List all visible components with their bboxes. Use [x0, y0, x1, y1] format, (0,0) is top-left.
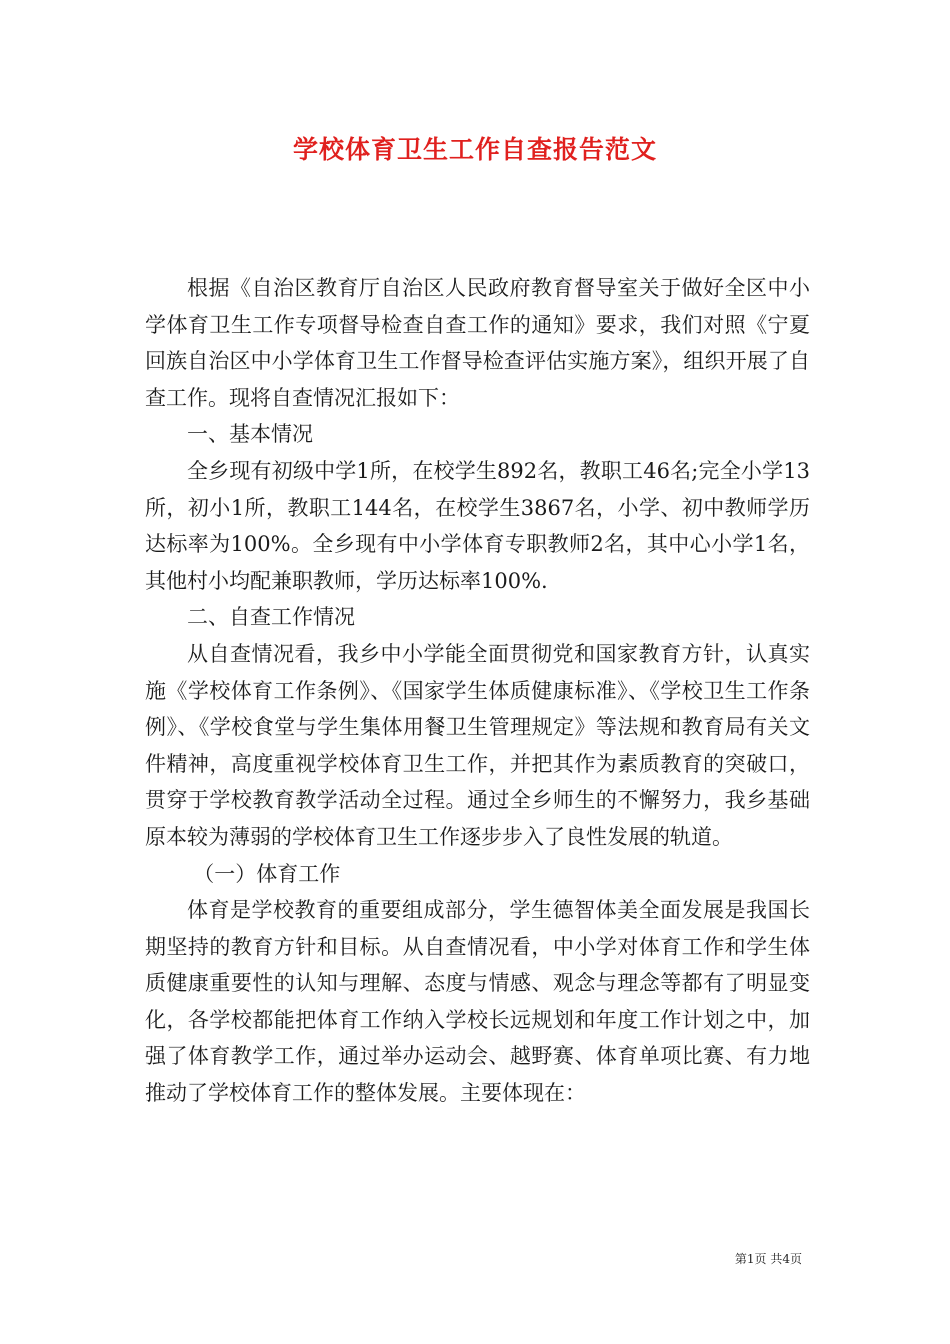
page-number: 第1页 共4页 — [734, 1252, 802, 1266]
document-body — [145, 270, 810, 1112]
section-heading-basic-info: 一、基本情况 — [187, 422, 313, 447]
subsection-heading-pe: （一）体育工作 — [193, 861, 341, 886]
document-title: 学校体育卫生工作自查报告范文 — [292, 135, 657, 164]
self-check-paragraph: 从自查情况看，我乡中小学能全面贯彻党和国家教育方针，认真实施《学校体育工作条例》、《国家学生体质健康标准》、《学校卫生工作条例》、《学校食堂与学生集体用餐卫生管理规定》等法规和教育局有关文件精神，高度重视学校体育卫生工作，并把其作为素质教育的突破口，贯穿于学校教育教学活动全过程。通过全乡师生的不懈努力，我乡基础原本较为薄弱的学校体育卫生工作逐步步入了良性发展的轨道。 — [145, 641, 810, 849]
basic-info-paragraph: 全乡现有初级中学1所，在校学生892名，教职工46名;完全小学13所，初小1所，教职工144名，在校学生3867名，小学、初中教师学历达标率为100%。全乡现有中小学体育专职教师2名，其中心小学1名，其他村小均配兼职教师，学历达标率100%. — [145, 458, 810, 593]
section-heading-self-check: 二、自查工作情况 — [187, 605, 355, 630]
intro-paragraph: 根据《自治区教育厅自治区人民政府教育督导室关于做好全区中小学体育卫生工作专项督导检查自查工作的通知》要求，我们对照《宁夏回族自治区中小学体育卫生工作督导检查评估实施方案》，组织开展了自查工作。现将自查情况汇报如下： — [145, 276, 810, 410]
pe-paragraph: 体育是学校教育的重要组成部分，学生德智体美全面发展是我国长期坚持的教育方针和目标。从自查情况看，中小学对体育工作和学生体质健康重要性的认知与理解、态度与情感、观念与理念等都有了明显变化，各学校都能把体育工作纳入学校长远规划和年度工作计划之中，加强了体育教学工作，通过举办运动会、越野赛、体育单项比赛、有力地推动了学校体育工作的整体发展。主要体现在： — [145, 898, 810, 1106]
